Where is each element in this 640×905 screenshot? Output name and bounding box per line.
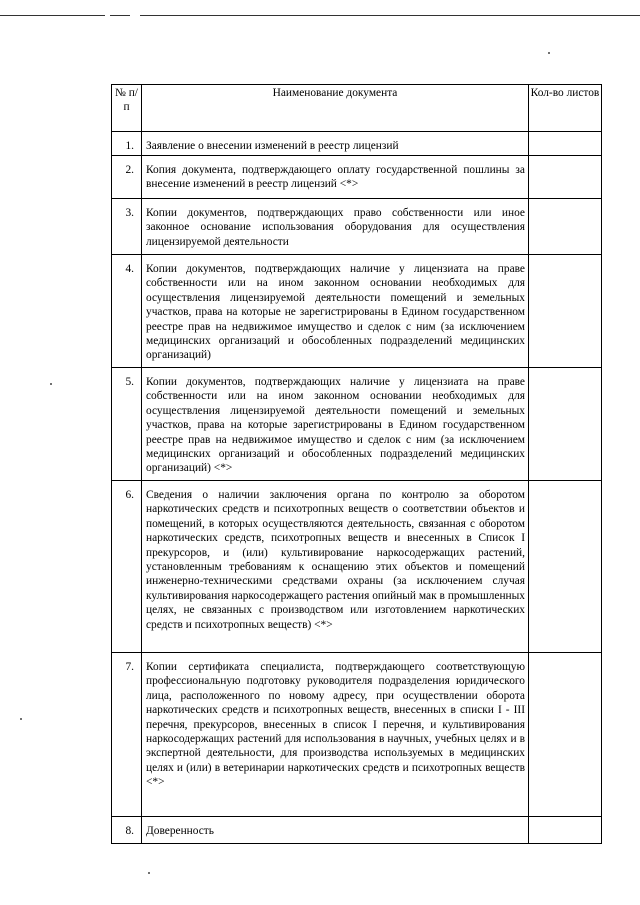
row-sheet-count xyxy=(529,481,602,653)
scan-edge-line xyxy=(0,15,105,16)
header-number: № п/п xyxy=(112,85,142,132)
row-number: 1. xyxy=(112,132,142,156)
row-sheet-count xyxy=(529,199,602,255)
row-document-name: Заявление о внесении изменений в реестр лицензий xyxy=(142,132,529,156)
scan-edge-line xyxy=(110,15,130,16)
document-list-table xyxy=(111,84,602,844)
table-row xyxy=(112,481,602,653)
row-sheet-count xyxy=(529,368,602,481)
row-number: 4. xyxy=(112,255,142,368)
table-row xyxy=(112,199,602,255)
table-row xyxy=(112,817,602,844)
table-header-row xyxy=(112,85,602,132)
row-document-name: Сведения о наличии заключения органа по контролю за оборотом наркотических средств и психотропных веществ о соответствии объектов и помещений, в которых осуществляются деятельность, связанная с оборотом наркотических средств, психотропных веществ и внесенных в Список I прекурсоров, и (или) культивирование наркосодержащих растений, установленным требованиям к оснащению этих объектов и помещений инженерно-техническими средствами охраны (за исключением случая культивирования наркосодержащего растения опийный мак в промышленных целях, не связанных с производством или изготовлением наркотических средств и психотропных веществ) <*> xyxy=(142,481,529,653)
row-sheet-count xyxy=(529,132,602,156)
row-document-name: Копии документов, подтверждающих наличие у лицензиата на праве собственности или на ином законном основании необходимых для осуществления лицензируемой деятельности помещений и земельных участков, права на которые зарегистрированы в Едином государственном реестре прав на недвижимое имущество и сделок с ним (за исключением медицинских организаций и обособленных подразделений медицинских организаций) <*> xyxy=(142,368,529,481)
scan-speck xyxy=(20,718,22,720)
row-number: 7. xyxy=(112,653,142,817)
row-number: 6. xyxy=(112,481,142,653)
scan-speck xyxy=(548,52,550,54)
table-row xyxy=(112,156,602,199)
scan-speck xyxy=(148,872,150,874)
row-document-name: Копии документов, подтверждающих право собственности или иное законное основание использования оборудования для осуществления лицензируемой деятельности xyxy=(142,199,529,255)
table-row xyxy=(112,255,602,368)
row-number: 3. xyxy=(112,199,142,255)
row-document-name: Копия документа, подтверждающего оплату государственной пошлины за внесение изменений в реестр лицензий <*> xyxy=(142,156,529,199)
header-document-name: Наименование документа xyxy=(142,85,529,132)
scan-edge-line xyxy=(140,15,640,16)
row-number: 8. xyxy=(112,817,142,844)
row-sheet-count xyxy=(529,156,602,199)
table-row xyxy=(112,653,602,817)
scan-speck xyxy=(50,383,52,385)
row-document-name: Копии сертификата специалиста, подтверждающего соответствующую профессиональную подготовку руководителя подразделения юридического лица, расположенного по новому адресу, при осуществлении оборота наркотических средств и психотропных веществ, внесенных в списки I - III перечня, прекурсоров, внесенных в список I перечня, и культивирования наркосодержащих растений для использования в научных, учебных целях и в экспертной деятельности, для производства используемых в медицинских целях и (или) в ветеринарии наркотических средств и психотропных веществ <*> xyxy=(142,653,529,817)
row-sheet-count xyxy=(529,255,602,368)
table-row xyxy=(112,132,602,156)
row-sheet-count xyxy=(529,817,602,844)
row-number: 2. xyxy=(112,156,142,199)
row-document-name: Копии документов, подтверждающих наличие у лицензиата на праве собственности или на ином законном основании необходимых для осуществления лицензируемой деятельности помещений и земельных участков, права на которые не зарегистрированы в Едином государственном реестре прав на недвижимое имущество и сделок с ним (за исключением медицинских организаций и обособленных подразделений медицинских организаций) xyxy=(142,255,529,368)
row-sheet-count xyxy=(529,653,602,817)
row-document-name: Доверенность xyxy=(142,817,529,844)
header-sheet-count: Кол-во листов xyxy=(529,85,602,132)
row-number: 5. xyxy=(112,368,142,481)
table-row xyxy=(112,368,602,481)
